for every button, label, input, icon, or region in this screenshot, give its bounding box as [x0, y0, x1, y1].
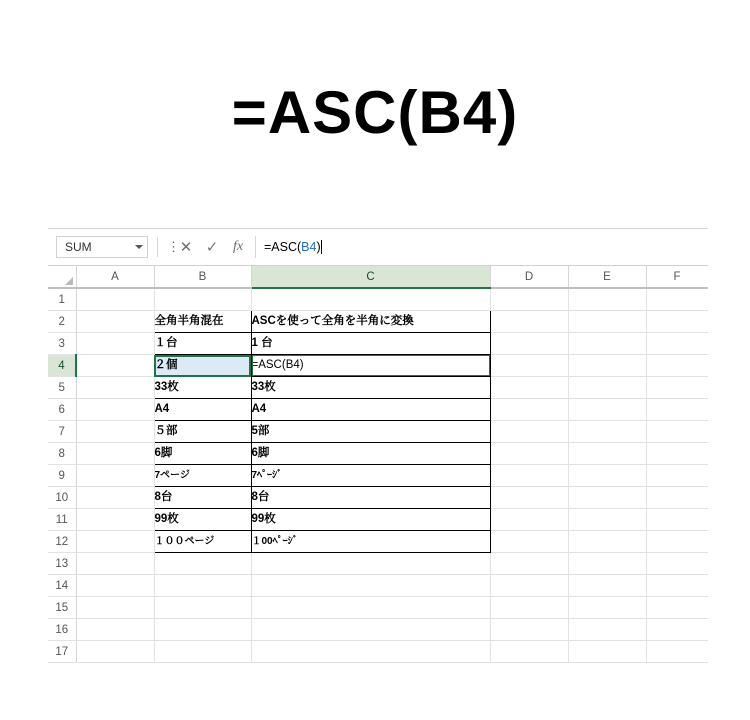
cell-b17[interactable]	[154, 641, 251, 663]
column-header-c[interactable]: C	[251, 266, 490, 288]
cell-b11[interactable]: 99枚	[154, 509, 251, 531]
cell-d6[interactable]	[490, 399, 568, 421]
cell-b7[interactable]: ５部	[154, 421, 251, 443]
cell-d7[interactable]	[490, 421, 568, 443]
name-box[interactable]	[56, 236, 148, 258]
cell-f15[interactable]	[646, 597, 708, 619]
table-row	[48, 487, 708, 509]
cell-a5[interactable]	[76, 377, 154, 399]
cell-e7[interactable]	[568, 421, 646, 443]
cancel-icon[interactable]: ✕	[179, 239, 193, 256]
cell-c11[interactable]: 99枚	[251, 509, 490, 531]
cell-e17[interactable]	[568, 641, 646, 663]
cell-a12[interactable]	[76, 531, 154, 553]
row-header-12[interactable]: 12	[48, 531, 76, 553]
enter-icon[interactable]: ✓	[205, 239, 219, 256]
divider	[157, 237, 158, 257]
table-row	[48, 509, 708, 531]
cell-a4[interactable]	[76, 355, 154, 377]
cell-a6[interactable]	[76, 399, 154, 421]
cell-f2[interactable]	[646, 311, 708, 333]
name-box-value: SUM	[65, 240, 92, 254]
cell-b12[interactable]: １００ページ	[154, 531, 251, 553]
cell-c13[interactable]	[251, 553, 490, 575]
table-row	[48, 619, 708, 641]
cell-d3[interactable]	[490, 333, 568, 355]
cell-b8[interactable]: 6脚	[154, 443, 251, 465]
cell-a14[interactable]	[76, 575, 154, 597]
row-header-17[interactable]: 17	[48, 641, 76, 663]
cell-b1[interactable]	[154, 288, 251, 311]
spreadsheet-grid[interactable]	[48, 266, 708, 663]
row-header-6[interactable]: 6	[48, 399, 76, 421]
cell-f16[interactable]	[646, 619, 708, 641]
cell-e4[interactable]	[568, 355, 646, 377]
cell-d12[interactable]	[490, 531, 568, 553]
cell-a10[interactable]	[76, 487, 154, 509]
insert-function-icon[interactable]: fx	[232, 239, 244, 254]
cell-f8[interactable]	[646, 443, 708, 465]
formula-text-suffix: )	[316, 240, 321, 254]
text-cursor	[321, 240, 322, 254]
cell-b5[interactable]: 33枚	[154, 377, 251, 399]
excel-window	[48, 228, 708, 669]
cell-a15[interactable]	[76, 597, 154, 619]
cell-d8[interactable]	[490, 443, 568, 465]
column-header-row	[48, 266, 708, 288]
row-header-10[interactable]: 10	[48, 487, 76, 509]
table-row	[48, 377, 708, 399]
table-row	[48, 531, 708, 553]
cell-c4-text: =ASC(B4)	[251, 359, 304, 371]
table-row	[48, 553, 708, 575]
cell-c17[interactable]	[251, 641, 490, 663]
cell-b2[interactable]: 全角半角混在	[154, 311, 251, 333]
cell-e10[interactable]	[568, 487, 646, 509]
cell-b6[interactable]: A4	[154, 399, 251, 421]
cell-f9[interactable]	[646, 465, 708, 487]
cell-e2[interactable]	[568, 311, 646, 333]
cell-c15[interactable]	[251, 597, 490, 619]
cell-f14[interactable]	[646, 575, 708, 597]
cell-a2[interactable]	[76, 311, 154, 333]
table-row	[48, 399, 708, 421]
cell-e3[interactable]	[568, 333, 646, 355]
row-header-15[interactable]: 15	[48, 597, 76, 619]
cell-c9[interactable]: 7ﾍﾟｰｼﾞ	[251, 465, 490, 487]
cell-f5[interactable]	[646, 377, 708, 399]
cell-c7[interactable]: 5部	[251, 421, 490, 443]
row-header-11[interactable]: 11	[48, 509, 76, 531]
row-header-2[interactable]: 2	[48, 311, 76, 333]
row-header-14[interactable]: 14	[48, 575, 76, 597]
column-header-e[interactable]: E	[568, 266, 646, 288]
cell-e5[interactable]	[568, 377, 646, 399]
row-header-7[interactable]: 7	[48, 421, 76, 443]
cell-d1[interactable]	[490, 288, 568, 311]
row-header-8[interactable]: 8	[48, 443, 76, 465]
cell-a9[interactable]	[76, 465, 154, 487]
cell-e9[interactable]	[568, 465, 646, 487]
cell-e14[interactable]	[568, 575, 646, 597]
table-row	[48, 597, 708, 619]
cell-e13[interactable]	[568, 553, 646, 575]
cell-f1[interactable]	[646, 288, 708, 311]
cell-c1[interactable]	[251, 288, 490, 311]
cell-d15[interactable]	[490, 597, 568, 619]
formula-text-ref: B4	[301, 240, 317, 254]
column-header-a[interactable]: A	[76, 266, 154, 288]
cell-d5[interactable]	[490, 377, 568, 399]
cell-e1[interactable]	[568, 288, 646, 311]
table-row	[48, 421, 708, 443]
table-row	[48, 575, 708, 597]
cell-f12[interactable]	[646, 531, 708, 553]
page-title: =ASC(B4)	[231, 79, 519, 146]
cell-c2[interactable]: ASCを使って全角を半角に変換	[251, 311, 490, 333]
cell-d2[interactable]	[490, 311, 568, 333]
row-header-4[interactable]: 4	[48, 355, 76, 377]
table-row	[48, 443, 708, 465]
cell-f17[interactable]	[646, 641, 708, 663]
cell-a7[interactable]	[76, 421, 154, 443]
cell-f10[interactable]	[646, 487, 708, 509]
cell-f6[interactable]	[646, 399, 708, 421]
row-header-1[interactable]: 1	[48, 288, 76, 311]
row-header-9[interactable]: 9	[48, 465, 76, 487]
cell-e16[interactable]	[568, 619, 646, 641]
cell-a11[interactable]	[76, 509, 154, 531]
table-row	[48, 333, 708, 355]
table-row	[48, 288, 708, 311]
cell-f4[interactable]	[646, 355, 708, 377]
column-header-d[interactable]: D	[490, 266, 568, 288]
cell-d14[interactable]	[490, 575, 568, 597]
column-header-f[interactable]: F	[646, 266, 708, 288]
cell-a13[interactable]	[76, 553, 154, 575]
cell-c6[interactable]: A4	[251, 399, 490, 421]
cell-d16[interactable]	[490, 619, 568, 641]
table-row	[48, 311, 708, 333]
cell-d9[interactable]	[490, 465, 568, 487]
cell-e6[interactable]	[568, 399, 646, 421]
cell-e15[interactable]	[568, 597, 646, 619]
chevron-down-icon[interactable]	[135, 245, 143, 249]
cell-b15[interactable]	[154, 597, 251, 619]
cell-d11[interactable]	[490, 509, 568, 531]
cell-b9[interactable]: 7ページ	[154, 465, 251, 487]
column-header-b[interactable]: B	[154, 266, 251, 288]
select-all-corner[interactable]	[48, 266, 76, 288]
cell-c10[interactable]: 8台	[251, 487, 490, 509]
cell-c12[interactable]: １00ﾍﾟｰｼﾞ	[251, 531, 490, 553]
cell-e11[interactable]	[568, 509, 646, 531]
row-header-13[interactable]: 13	[48, 553, 76, 575]
cell-d13[interactable]	[490, 553, 568, 575]
cell-a1[interactable]	[76, 288, 154, 311]
cell-a17[interactable]	[76, 641, 154, 663]
cell-c16[interactable]	[251, 619, 490, 641]
formula-input[interactable]	[264, 236, 708, 258]
cell-c8[interactable]: 6脚	[251, 443, 490, 465]
cell-e8[interactable]	[568, 443, 646, 465]
cell-b14[interactable]	[154, 575, 251, 597]
cell-f7[interactable]	[646, 421, 708, 443]
more-options-icon[interactable]: ⋮	[167, 239, 181, 254]
formula-bar	[48, 229, 708, 266]
cell-f3[interactable]	[646, 333, 708, 355]
table-row	[48, 355, 708, 377]
cell-f13[interactable]	[646, 553, 708, 575]
cell-b16[interactable]	[154, 619, 251, 641]
cell-b4[interactable]: ２個	[154, 355, 251, 377]
table-row	[48, 465, 708, 487]
table-row	[48, 641, 708, 663]
cell-c14[interactable]	[251, 575, 490, 597]
row-header-3[interactable]: 3	[48, 333, 76, 355]
cell-c4[interactable]	[251, 355, 490, 377]
cell-b3[interactable]: １台	[154, 333, 251, 355]
row-header-5[interactable]: 5	[48, 377, 76, 399]
divider	[255, 236, 256, 258]
cell-c3[interactable]: 1 台	[251, 333, 490, 355]
cell-e12[interactable]	[568, 531, 646, 553]
cell-d17[interactable]	[490, 641, 568, 663]
cell-d4[interactable]	[490, 355, 568, 377]
triangle-icon	[65, 277, 73, 285]
row-header-16[interactable]: 16	[48, 619, 76, 641]
cell-c5[interactable]: 33枚	[251, 377, 490, 399]
cell-b10[interactable]: 8台	[154, 487, 251, 509]
cell-d10[interactable]	[490, 487, 568, 509]
formula-text-prefix: =ASC(	[264, 240, 302, 254]
cell-b13[interactable]	[154, 553, 251, 575]
cell-a3[interactable]	[76, 333, 154, 355]
cell-f11[interactable]	[646, 509, 708, 531]
cell-a16[interactable]	[76, 619, 154, 641]
cell-a8[interactable]	[76, 443, 154, 465]
